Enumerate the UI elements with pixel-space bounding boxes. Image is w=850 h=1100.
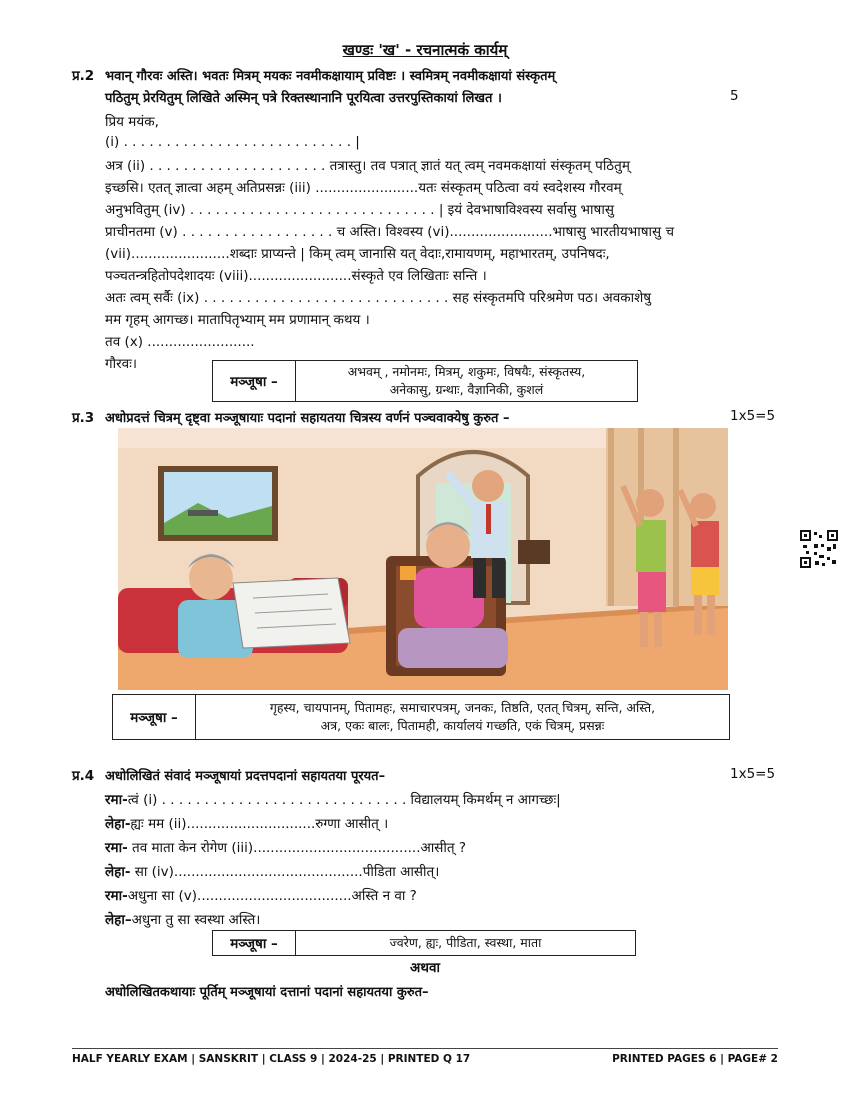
dialog-text: ह्यः मम (ii)..............................रुग्णा आसीत् । xyxy=(130,816,389,832)
letter-line: अतः त्वम् सर्वैः (ix) . . . . . . . . . . . . . . . . . . . . . . . . . . . . . सह संस्कृतमपि परिश्रमेण पठ। अवकाशेषु xyxy=(105,290,652,306)
dialog-line xyxy=(105,814,388,832)
q3-instruction: अधोप्रदत्तं चित्रम् दृष्ट्वा मञ्जूषायाः पदानां सहायतया चित्रस्य वर्णनं पञ्चवाक्येषु कुरुत – xyxy=(105,411,510,426)
dialog-speaker: रमा- xyxy=(105,888,128,904)
section-title: खण्डः 'ख' - रचनात्मकं कार्यम् xyxy=(342,41,508,59)
word-box-label: मञ्जूषा – xyxy=(213,361,296,401)
dialog-text: तव माता केन रोगेण (iii).......................................आसीत् ? xyxy=(127,840,467,856)
dialog-text: अधुना तु सा स्वस्था अस्ति। xyxy=(131,912,261,928)
footer-right: PRINTED PAGES 6 | PAGE# 2 xyxy=(612,1053,778,1065)
word-box-text: गृहस्य, चायपानम्, पितामहः, समाचारपत्रम्, जनकः, तिष्ठति, एतत् चित्रम्, सन्ति, अस्ति, xyxy=(269,699,656,715)
q2-instruction-line2: पठितुम् प्रेरयितुम् लिखिते अस्मिन् पत्रे रिक्तस्थानानि पूरयित्वा उत्तरपुस्तिकायां लिखत । xyxy=(105,91,502,106)
letter-line: अत्र (ii) . . . . . . . . . . . . . . . . . . . . . तत्रास्तु। तव पत्रात् ज्ञातं यत् त्वम् नवमकक्षायां संस्कृतम् पठितुम् xyxy=(105,158,630,174)
word-box-text: ज्वरेण, ह्यः, पीडिता, स्वस्था, माता xyxy=(389,934,542,950)
dialog-speaker: लेहा- xyxy=(105,816,131,832)
dialog-line xyxy=(105,790,561,808)
word-box-text: अभवम् , नमोनमः, मित्रम्, शकुमः, विषयैः, संस्कृतस्य, xyxy=(347,363,586,379)
q2-word-box xyxy=(212,360,638,402)
dialog-line xyxy=(105,862,439,880)
question-number: प्र.4 xyxy=(72,768,95,784)
dialog-speaker: लेहा– xyxy=(105,912,132,928)
q4-instruction: अधोलिखितं संवादं मञ्जूषायां प्रदत्तपदानां सहायतया पूरयत– xyxy=(105,769,386,784)
word-box-text: अनेकासु, ग्रन्थाः, वैज्ञानिकी, कुशलं xyxy=(389,382,544,397)
q3-word-box xyxy=(112,694,730,740)
dialog-speaker: रमा- xyxy=(105,840,128,856)
footer-divider xyxy=(72,1048,778,1049)
letter-line: तव (x) ......................... xyxy=(105,334,255,350)
word-box-label: मञ्जूषा – xyxy=(113,695,196,739)
word-box-text: अत्र, एकः बालः, पितामही, कार्यालयं गच्छति, एकं चित्रम्, प्रसन्नः xyxy=(320,718,605,733)
letter-line: (vii).......................शब्दाः प्राप्यन्ते | किम् त्वम् जानासि यत् वेदाः,रामायणम्, महाभारतम्, उपनिषदः, xyxy=(105,246,610,262)
dialog-speaker: लेहा- xyxy=(105,864,131,880)
family-illustration-svg xyxy=(118,428,728,690)
family-illustration xyxy=(118,428,728,690)
q4-word-box xyxy=(212,930,636,956)
dialog-line xyxy=(105,838,466,856)
qr-code xyxy=(800,530,838,568)
question-number: प्र.3 xyxy=(72,410,95,426)
word-box-label: मञ्जूषा – xyxy=(213,931,296,955)
dialog-text: त्वं (i) . . . . . . . . . . . . . . . . . . . . . . . . . . . . . विद्यालयम् किमर्थम् न आगच्छः| xyxy=(127,792,561,808)
letter-line: अनुभवितुम् (iv) . . . . . . . . . . . . . . . . . . . . . . . . . . . . . | इयं देवभाषाविश्वस्य सर्वासु भाषासु xyxy=(105,202,614,218)
letter-line: प्राचीनतमा (v) . . . . . . . . . . . . . . . . . . च अस्ति। विश्वस्य (vi)........................भाषासु भारतीयभाषासु च xyxy=(105,224,675,240)
dialog-speaker: रमा- xyxy=(105,792,128,808)
q2-marks: 5 xyxy=(730,88,739,104)
q4-marks: 1x5=5 xyxy=(730,766,776,782)
letter-line: प्रिय मयंक, xyxy=(105,114,159,130)
dialog-line xyxy=(105,886,417,904)
q2-instruction-line1: भवान् गौरवः अस्ति। भवतः मित्रम् मयकः नवमीकक्षायाम् प्रविष्टः । स्वमित्रम् नवमीकक्षायां संस्कृतम् xyxy=(105,69,556,84)
q3-marks: 1x5=5 xyxy=(730,408,776,424)
letter-line: इच्छसि। एतत् ज्ञात्वा अहम् अतिप्रसन्नः (iii) ........................यतः संस्कृतम् पठित्वा वयं स्वदेशस्य गौरवम् xyxy=(105,180,622,196)
or-label: अथवा xyxy=(410,960,440,976)
letter-line: मम गृहम् आगच्छ। मातापितृभ्याम् मम प्रणामान् कथय । xyxy=(105,312,370,328)
footer-left: HALF YEARLY EXAM | SANSKRIT | CLASS 9 | 2024-25 | PRINTED Q 17 xyxy=(72,1053,471,1065)
dialog-text: अधुना सा (v)....................................अस्ति न वा ? xyxy=(127,888,417,904)
question-number: प्र.2 xyxy=(72,68,95,84)
letter-line: पञ्चतन्त्रहितोपदेशादयः (viii)........................संस्कृते एव लिखिताः सन्ति । xyxy=(105,268,487,284)
letter-line: गौरवः। xyxy=(105,356,137,372)
q4-alternative-instruction: अधोलिखितकथायाः पूर्तिम् मञ्जूषायां दत्तानां पदानां सहायतया कुरुत– xyxy=(105,985,429,1000)
letter-line: (i) . . . . . . . . . . . . . . . . . . . . . . . . . . . | xyxy=(105,134,360,150)
dialog-text: सा (iv)............................................पीडिता आसीत्। xyxy=(130,864,440,880)
dialog-line xyxy=(105,910,260,928)
